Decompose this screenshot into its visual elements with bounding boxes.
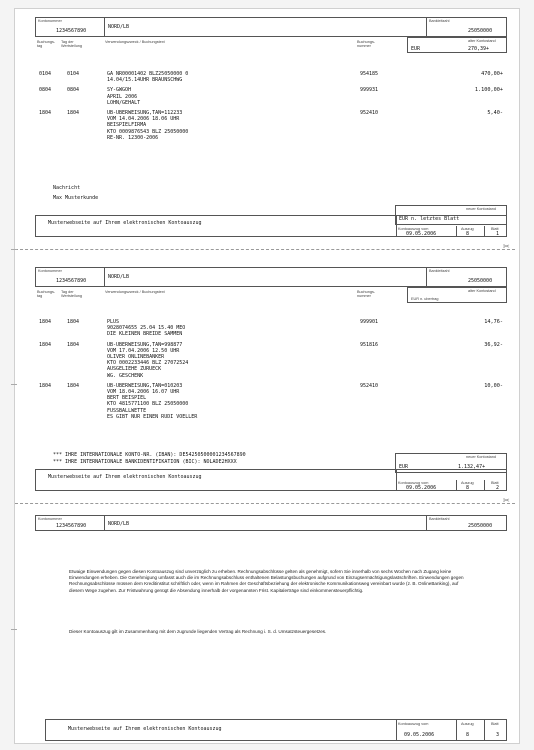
booking-day: 0104 bbox=[39, 71, 52, 77]
bank-name: NORD/LB bbox=[108, 274, 130, 280]
col-wertstellung: Tag der Wertstellung bbox=[61, 290, 83, 298]
purpose-line: VOM 18.04.2006 16.07 UHR bbox=[107, 389, 180, 395]
bank-code: 25050000 bbox=[468, 28, 493, 34]
customer-name: Max Musterkunde bbox=[53, 195, 99, 201]
value-day: 1804 bbox=[67, 341, 80, 348]
purpose-line: PLUS bbox=[107, 319, 120, 325]
purpose-line: OLIVER ONLINEBANKER bbox=[107, 354, 165, 360]
purpose-line: APRIL 2006 bbox=[107, 93, 138, 100]
label-kontoauszug-vom: Kontoauszug vom bbox=[398, 481, 429, 485]
scissors-icon: ✂ bbox=[503, 242, 510, 251]
page1-footer bbox=[35, 215, 507, 237]
legal-paragraph-2: Dieser Kontoauszug gilt im Zusammenhang mit dem zugrunde liegenden Vertrag als Rechnung i. S. d. Umsatzsteuergesetzes. bbox=[69, 629, 327, 634]
page2-date: 09.05.2006 bbox=[406, 485, 437, 491]
purpose-line: DIE KLEINEN BREIDE SAMMEN bbox=[107, 331, 183, 338]
iban-line: *** IHRE INTERNATIONALE KONTO-NR. (IBAN): DE54250500001234567890 bbox=[53, 452, 246, 458]
booking-ref: 952410 bbox=[360, 382, 379, 389]
booking-amount: 36,92- bbox=[484, 341, 503, 348]
col-buchungsnummer: Buchungs-nummer bbox=[357, 290, 376, 298]
col-buchungstag: Buchungs-tag bbox=[37, 40, 56, 48]
page1-footer-text: Musterwebseite auf Ihrem elektronischen Kontoauszug bbox=[48, 220, 202, 226]
page2-blatt: 2 bbox=[496, 485, 500, 491]
value-day: 0804 bbox=[67, 87, 80, 94]
purpose-line: AUSGELIEHE ZURUECK bbox=[107, 366, 162, 373]
booking-amount: 5,40- bbox=[487, 110, 503, 116]
statement-document bbox=[14, 8, 520, 744]
scissors-icon: ✂ bbox=[503, 496, 510, 505]
booking-amount: 1.100,00+ bbox=[474, 87, 503, 94]
value-day: 1804 bbox=[67, 110, 80, 116]
purpose-line: UB-UBERWEISUNG,TAN=112233 bbox=[107, 110, 183, 116]
account-number: 1234567890 bbox=[56, 278, 87, 284]
bic-line: *** IHRE INTERNATIONALE BANKIDENTIFIKATION (BIC): NOLADE2HXXX bbox=[53, 459, 237, 465]
bank-name: NORD/LB bbox=[108, 24, 130, 30]
booking-amount: 470,00+ bbox=[481, 71, 503, 77]
label-kontonummer: Kontonummer bbox=[38, 19, 62, 23]
col-buchungstag: Buchungs-tag bbox=[37, 290, 56, 298]
purpose-line: 14.04/15.14UHR BRAUNSCHWG bbox=[107, 77, 183, 84]
value-day: 0104 bbox=[67, 71, 80, 77]
label-auszug: Auszug bbox=[461, 481, 474, 485]
account-number: 1234567890 bbox=[56, 28, 87, 34]
page2-new-balance: 1.132,47+ bbox=[458, 464, 486, 470]
value-day: 1804 bbox=[67, 319, 80, 325]
label-kontonummer: Kontonummer bbox=[38, 517, 62, 521]
page3-auszug: 8 bbox=[466, 732, 470, 738]
booking-amount: 10,00- bbox=[484, 382, 503, 389]
purpose-line: LOHN/GEHALT bbox=[107, 99, 141, 106]
label-blatt: Blatt bbox=[491, 227, 499, 231]
purpose-line: BERT BEISPIEL bbox=[107, 395, 147, 402]
account-header-2 bbox=[35, 267, 507, 287]
value-day: 1804 bbox=[67, 382, 80, 389]
col-buchungsnummer: Buchungs-nummer bbox=[357, 40, 376, 48]
label-neuer-kontostand: neuer Kontostand bbox=[466, 455, 496, 459]
purpose-line: KTO 4815771100 BLZ 25050000 bbox=[107, 401, 189, 408]
cut-line bbox=[15, 249, 515, 250]
old-balance-currency: EUR bbox=[411, 46, 421, 52]
page1-blatt: 1 bbox=[496, 231, 500, 237]
col-wertstellung: Tag der Wertstellung bbox=[61, 40, 83, 48]
label-blatt: Blatt bbox=[491, 722, 499, 726]
purpose-line: 9028074655 25.04 15.40 MEO bbox=[107, 325, 186, 332]
booking-ref: 999901 bbox=[360, 319, 379, 325]
booking-amount: 14,76- bbox=[484, 319, 503, 325]
label-alter-kontostand: alter Kontostand bbox=[468, 39, 496, 43]
purpose-line: SY-GWGOH bbox=[107, 87, 132, 94]
purpose-line: UB-UBERWEISUNG,TAN=998877 bbox=[107, 341, 183, 348]
old-balance-amount: 270,39+ bbox=[468, 46, 490, 52]
label-kontonummer: Kontonummer bbox=[38, 269, 62, 273]
purpose-line: VOM 14.04.2006 18.06 UHR bbox=[107, 116, 180, 123]
fold-mark bbox=[11, 249, 17, 250]
fold-mark bbox=[11, 629, 17, 630]
booking-day: 1804 bbox=[39, 341, 52, 348]
booking-ref: 999931 bbox=[360, 87, 379, 94]
bank-name: NORD/LB bbox=[108, 521, 130, 527]
booking-ref: 951816 bbox=[360, 341, 379, 348]
purpose-line: VOM 17.04.2006 12.50 UHR bbox=[107, 347, 180, 354]
page1-date: 09.05.2006 bbox=[406, 231, 437, 237]
account-header bbox=[35, 17, 507, 37]
bank-code: 25050000 bbox=[468, 523, 493, 529]
label-auszug: Auszug bbox=[461, 722, 474, 726]
label-alter-kontostand: alter Kontostand bbox=[468, 289, 496, 293]
page2-balance-currency: EUR bbox=[399, 464, 409, 470]
greeting-text: Nachricht bbox=[53, 185, 81, 191]
booking-ref: 954185 bbox=[360, 71, 379, 77]
label-kontoauszug-vom: Kontoauszug vom bbox=[398, 227, 429, 231]
purpose-line: FUSSBALLWETTE bbox=[107, 407, 147, 414]
purpose-line: KTO 0009876543 BLZ 25050000 bbox=[107, 128, 189, 135]
page3-footer-text: Musterwebseite auf Ihrem elektronischen Kontoauszug bbox=[68, 726, 222, 732]
purpose-line: ES GIBT NUR EINEN RUDI VOELLER bbox=[107, 413, 198, 420]
purpose-line: UB-UBERWEISUNG,TAN=010203 bbox=[107, 382, 183, 389]
fold-mark bbox=[11, 384, 17, 385]
page2-footer bbox=[35, 469, 507, 491]
booking-day: 0804 bbox=[39, 87, 52, 94]
purpose-line: RE-NR. 12300-2006 bbox=[107, 134, 159, 141]
ubertrag-box bbox=[407, 287, 507, 303]
cut-line bbox=[15, 503, 515, 504]
page3-blatt: 3 bbox=[496, 732, 500, 738]
bank-code: 25050000 bbox=[468, 278, 493, 284]
page3-date: 09.05.2006 bbox=[404, 732, 435, 738]
old-balance-box bbox=[407, 37, 507, 53]
col-verwendungszweck: Verwendungszweck / Buchungstext bbox=[105, 40, 165, 44]
account-header-3 bbox=[35, 515, 507, 531]
account-number: 1234567890 bbox=[56, 523, 87, 529]
purpose-line: GA NR00001402 BLZ25050000 0 bbox=[107, 71, 189, 77]
purpose-line: WG. GESCHENK bbox=[107, 372, 144, 379]
label-neuer-kontostand: neuer Kontostand bbox=[466, 207, 496, 211]
label-bankleitzahl: Bankleitzahl bbox=[429, 517, 450, 521]
page1-footer-balance: EUR n. letztes Blatt bbox=[399, 216, 460, 222]
label-bankleitzahl: Bankleitzahl bbox=[429, 19, 450, 23]
ubertrag-label: EUR n. ubertrag bbox=[411, 297, 439, 301]
purpose-line: BEISPIELFIRMA bbox=[107, 122, 147, 129]
page3-footer bbox=[45, 719, 507, 741]
page2-auszug: 8 bbox=[466, 485, 470, 491]
booking-day: 1804 bbox=[39, 319, 52, 325]
label-auszug: Auszug bbox=[461, 227, 474, 231]
page2-footer-text: Musterwebseite auf Ihrem elektronischen Kontoauszug bbox=[48, 474, 202, 480]
label-bankleitzahl: Bankleitzahl bbox=[429, 269, 450, 273]
label-kontoauszug-vom: Kontoauszug vom bbox=[398, 722, 429, 726]
page1-auszug: 8 bbox=[466, 231, 470, 237]
legal-paragraph-1: Etwaige Einwendungen gegen diesen Kontoauszug sind unverzüglich zu erheben. Rechnungsabschlüsse gelten als genehmigt, sofern Sie innerhalb von sechs Wochen nach Zugang keine Einwendungen erheben. Die Genehmigung umfasst auch die im Rechnungsabschluss enthaltenen Belastungsbuchungen aufgrund von Einzugsermächtigungslastschriften. Einwendungen gegen Rechnungsabschlüsse müssen dem Kreditinstitut schriftlich oder, wenn im Rahmen der Geschäftsbeziehung der elektronische Kommunikationsweg vereinbart wurde (z. B. OnlineBanking), auf diesem Wege zugehen. Zur Fristwahrung genügt die Absendung innerhalb der vorgenannten Frist. Kapitalerträge sind einkommensteuerpflichtig. bbox=[69, 569, 464, 593]
col-verwendungszweck: Verwendungszweck / Buchungstext bbox=[105, 290, 165, 294]
label-blatt: Blatt bbox=[491, 481, 499, 485]
booking-ref: 952410 bbox=[360, 110, 379, 116]
booking-day: 1804 bbox=[39, 110, 52, 116]
booking-day: 1804 bbox=[39, 382, 52, 389]
purpose-line: KTO 0002233446 BLZ 27072524 bbox=[107, 360, 189, 367]
